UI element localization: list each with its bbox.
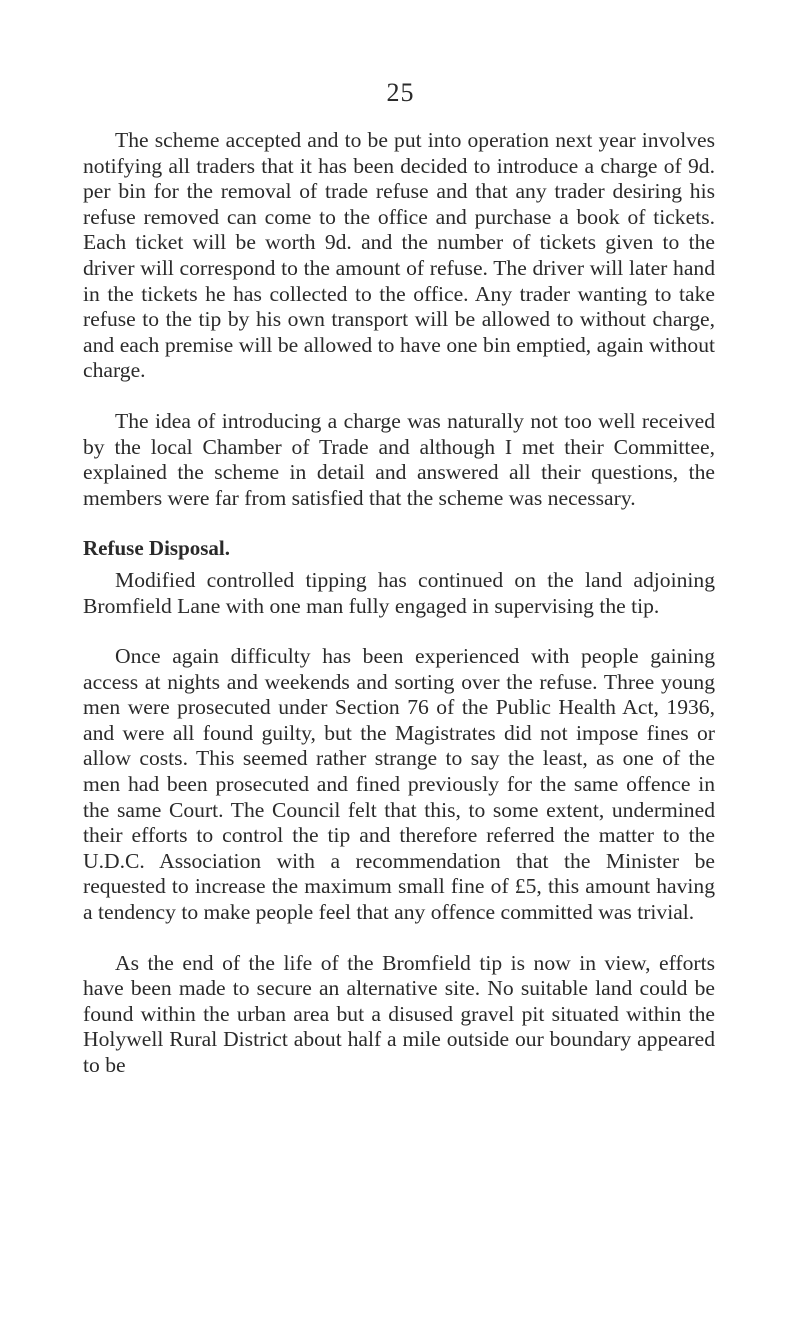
paragraph-controlled-tipping: Modified controlled tipping has continued on the land adjoining Bromfield Lane with one man fully engaged in supervising the tip.	[83, 567, 715, 618]
page-number: 25	[386, 78, 415, 107]
paragraph-prosecution: Once again difficulty has been experienced with people gaining access at nights and weekends and sorting over the refuse. Three young men were prosecuted under Section 76 of the Public Health Act, 1936, and were all found guilty, but the Magistrates did not impose fines or allow costs. This seemed rather strange to say the least, as one of the men had been prosecuted and fined previously for the same offence in the same Court. The Council felt that this, to some extent, undermined their efforts to control the tip and therefore referred the matter to the U.D.C. Association with a recommendation that the Minister be requested to increase the maximum small fine of £5, this amount having a tendency to make people feel that any offence committed was trivial.	[83, 644, 715, 925]
paragraph-alternative-site: As the end of the life of the Bromfield tip is now in view, efforts have been made to secure an alternative site. No suitable land could be found within the urban area but a disused gravel pit situated within the Holywell Rural District about half a mile outside our boundary appeared to be	[83, 950, 715, 1077]
body-text	[83, 128, 715, 1104]
paragraph-trade-refuse-scheme: The scheme accepted and to be put into operation next year involves notifying all traders that it has been decided to introduce a charge of 9d. per bin for the removal of trade refuse and that any trader desiring his refuse removed can come to the office and purchase a book of tickets. Each ticket will be worth 9d. and the number of tickets given to the driver will correspond to the amount of refuse. The driver will later hand in the tickets he has collected to the office. Any trader wanting to take refuse to the tip by his own transport will be allowed to without charge, and each premise will be allowed to have one bin emptied, again without charge.	[83, 128, 715, 383]
section-heading-refuse-disposal: Refuse Disposal.	[83, 536, 231, 561]
paragraph-chamber-of-trade: The idea of introducing a charge was naturally not too well received by the local Chamber of Trade and although I met their Committee, explained the scheme in detail and answered all their questions, the members were far from satisfied that the scheme was necessary.	[83, 408, 715, 510]
